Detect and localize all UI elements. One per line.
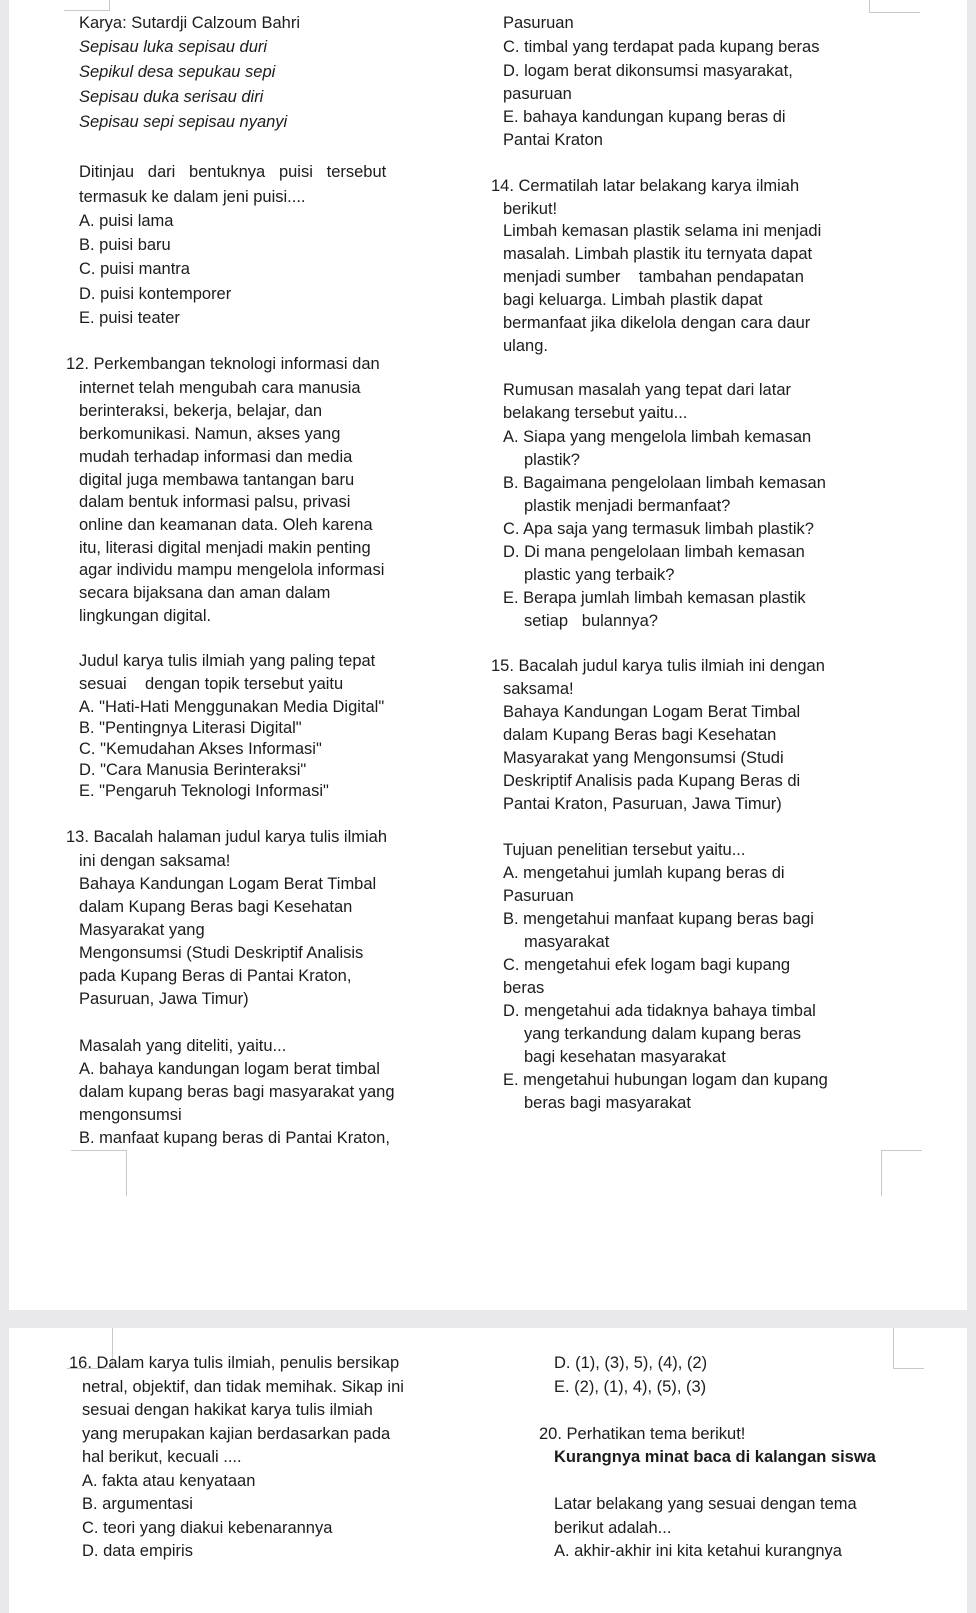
answer-option: A. akhir-akhir ini kita ketahui kurangnya <box>554 1542 842 1560</box>
question-text: digital juga membawa tantangan baru <box>79 471 355 489</box>
answer-option: E. bahaya kandungan kupang beras di <box>503 108 786 126</box>
question-text: berkomunikasi. Namun, akses yang <box>79 425 341 443</box>
answer-option: Pantai Kraton <box>503 131 603 149</box>
question-16: 16. Dalam karya tulis ilmiah, penulis bersikap <box>69 1354 400 1372</box>
question-text: saksama! <box>503 680 574 698</box>
question-text: Bahaya Kandungan Logam Berat Timbal <box>79 875 377 893</box>
answer-option: bagi kesehatan masyarakat <box>524 1048 726 1066</box>
answer-option: dalam kupang beras bagi masyarakat yang <box>79 1083 395 1101</box>
question-text: Deskriptif Analisis pada Kupang Beras di <box>503 772 801 790</box>
answer-option: yang terkandung dalam kupang beras <box>524 1025 802 1043</box>
question-text: ulang. <box>503 337 548 355</box>
answer-option: masyarakat <box>524 933 610 951</box>
left-column <box>9 1328 479 1613</box>
right-column <box>479 1328 967 1613</box>
question-text: secara bijaksana dan aman dalam <box>79 584 331 602</box>
document-page-2 <box>9 1328 967 1613</box>
question-text: masalah. Limbah plastik itu ternyata dapat <box>503 245 813 263</box>
question-20: 20. Perhatikan tema berikut! <box>539 1425 746 1443</box>
document-page-1 <box>9 0 967 1310</box>
question-text: dalam bentuk informasi palsu, privasi <box>79 493 351 511</box>
answer-option: plastik? <box>524 451 580 469</box>
left-column <box>9 0 479 1310</box>
theme-text: Kurangnya minat baca di kalangan siswa <box>554 1448 876 1466</box>
poem-line: Sepisau sepi sepisau nyanyi <box>79 113 288 131</box>
question-text: sesuai dengan hakikat karya tulis ilmiah <box>82 1401 373 1419</box>
answer-option: D. logam berat dikonsumsi masyarakat, <box>503 62 793 80</box>
answer-option: beras bagi masyarakat <box>524 1094 691 1112</box>
answer-option: plastic yang terbaik? <box>524 566 675 584</box>
question-14: 14. Cermatilah latar belakang karya ilmiah <box>491 177 800 195</box>
answer-option: E. (2), (1), 4), (5), (3) <box>554 1378 707 1396</box>
question-text: ini dengan saksama! <box>79 852 231 870</box>
answer-option: D. (1), (3), 5), (4), (2) <box>554 1354 708 1372</box>
question-text: Pantai Kraton, Pasuruan, Jawa Timur) <box>503 795 782 813</box>
question-text: Rumusan masalah yang tepat dari latar <box>503 381 791 399</box>
answer-option: B. "Pentingnya Literasi Digital" <box>79 719 302 737</box>
answer-option: A. bahaya kandungan logam berat timbal <box>79 1060 380 1078</box>
question-text: termasuk ke dalam jeni puisi.... <box>79 188 306 206</box>
question-text: online dan keamanan data. Oleh karena <box>79 516 373 534</box>
answer-option: A. "Hati-Hati Menggunakan Media Digital" <box>79 698 385 716</box>
answer-option: mengonsumsi <box>79 1106 182 1124</box>
answer-option: Pasuruan <box>503 14 574 32</box>
question-text: Tujuan penelitian tersebut yaitu... <box>503 841 746 859</box>
answer-option: C. "Kemudahan Akses Informasi" <box>79 740 322 758</box>
answer-option: D. mengetahui ada tidaknya bahaya timbal <box>503 1002 816 1020</box>
question-text: Judul karya tulis ilmiah yang paling tepat <box>79 652 376 670</box>
answer-option: C. timbal yang terdapat pada kupang beras <box>503 38 820 56</box>
poem-author: Karya: Sutardji Calzoum Bahri <box>79 14 301 32</box>
question-text: mudah terhadap informasi dan media <box>79 448 353 466</box>
answer-option: beras <box>503 979 545 997</box>
answer-option: C. mengetahui efek logam bagi kupang <box>503 956 791 974</box>
answer-option: C. teori yang diakui kebenarannya <box>82 1519 333 1537</box>
question-text: sesuai dengan topik tersebut yaitu <box>79 675 344 693</box>
question-text: netral, objektif, dan tidak memihak. Sikap ini <box>82 1378 404 1396</box>
question-text: menjadi sumber tambahan pendapatan <box>503 268 804 286</box>
answer-option: A. Siapa yang mengelola limbah kemasan <box>503 428 812 446</box>
question-text: Mengonsumsi (Studi Deskriptif Analisis <box>79 944 364 962</box>
question-text: dalam Kupang Beras bagi Kesehatan <box>79 898 353 916</box>
answer-option: setiap bulannya? <box>524 612 658 630</box>
answer-option: pasuruan <box>503 85 572 103</box>
answer-option: E. Berapa jumlah limbah kemasan plastik <box>503 589 806 607</box>
answer-option: C. Apa saja yang termasuk limbah plastik? <box>503 520 814 538</box>
answer-option: Pasuruan <box>503 887 574 905</box>
answer-option: B. argumentasi <box>82 1495 193 1513</box>
answer-option: D. data empiris <box>82 1542 193 1560</box>
question-text: internet telah mengubah cara manusia <box>79 379 361 397</box>
answer-option: B. puisi baru <box>79 236 171 254</box>
question-text: Ditinjau dari bentuknya puisi tersebut <box>79 163 387 181</box>
question-13: 13. Bacalah halaman judul karya tulis ilmiah <box>66 828 388 846</box>
question-text: itu, literasi digital menjadi makin penting <box>79 539 371 557</box>
poem-line: Sepisau luka sepisau duri <box>79 38 268 56</box>
question-text: Masalah yang diteliti, yaitu... <box>79 1037 287 1055</box>
question-text: belakang tersebut yaitu... <box>503 404 688 422</box>
answer-option: C. puisi mantra <box>79 260 190 278</box>
question-text: berikut! <box>503 200 558 218</box>
poem-line: Sepikul desa sepukau sepi <box>79 63 276 81</box>
answer-option: plastik menjadi bermanfaat? <box>524 497 731 515</box>
question-text: agar individu mampu mengelola informasi <box>79 561 385 579</box>
question-text: bagi keluarga. Limbah plastik dapat <box>503 291 763 309</box>
question-text: pada Kupang Beras di Pantai Kraton, <box>79 967 352 985</box>
question-text: Limbah kemasan plastik selama ini menjadi <box>503 222 822 240</box>
answer-option: D. Di mana pengelolaan limbah kemasan <box>503 543 805 561</box>
answer-option: B. Bagaimana pengelolaan limbah kemasan <box>503 474 826 492</box>
answer-option: A. mengetahui jumlah kupang beras di <box>503 864 785 882</box>
question-text: Masyarakat yang Mengonsumsi (Studi <box>503 749 784 767</box>
question-12: 12. Perkembangan teknologi informasi dan <box>66 355 380 373</box>
answer-option: E. puisi teater <box>79 309 180 327</box>
answer-option: A. puisi lama <box>79 212 174 230</box>
answer-option: A. fakta atau kenyataan <box>82 1472 256 1490</box>
answer-option: E. mengetahui hubungan logam dan kupang <box>503 1071 828 1089</box>
question-text: Masyarakat yang <box>79 921 205 939</box>
question-text: bermanfaat jika dikelola dengan cara daur <box>503 314 811 332</box>
question-text: Latar belakang yang sesuai dengan tema <box>554 1495 857 1513</box>
question-text: hal berikut, kecuali .... <box>82 1448 242 1466</box>
question-text: Pasuruan, Jawa Timur) <box>79 990 249 1008</box>
question-text: lingkungan digital. <box>79 607 212 625</box>
answer-option: E. "Pengaruh Teknologi Informasi" <box>79 782 329 800</box>
question-text: yang merupakan kajian berdasarkan pada <box>82 1425 391 1443</box>
question-text: berinteraksi, bekerja, belajar, dan <box>79 402 323 420</box>
question-text: Bahaya Kandungan Logam Berat Timbal <box>503 703 801 721</box>
question-text: berikut adalah... <box>554 1519 672 1537</box>
right-column <box>479 0 967 1310</box>
question-15: 15. Bacalah judul karya tulis ilmiah ini dengan <box>491 657 825 675</box>
poem-line: Sepisau duka serisau diri <box>79 88 264 106</box>
question-text: dalam Kupang Beras bagi Kesehatan <box>503 726 777 744</box>
answer-option: D. "Cara Manusia Berinteraksi" <box>79 761 307 779</box>
answer-option: B. manfaat kupang beras di Pantai Kraton, <box>79 1129 390 1147</box>
answer-option: D. puisi kontemporer <box>79 285 232 303</box>
answer-option: B. mengetahui manfaat kupang beras bagi <box>503 910 814 928</box>
